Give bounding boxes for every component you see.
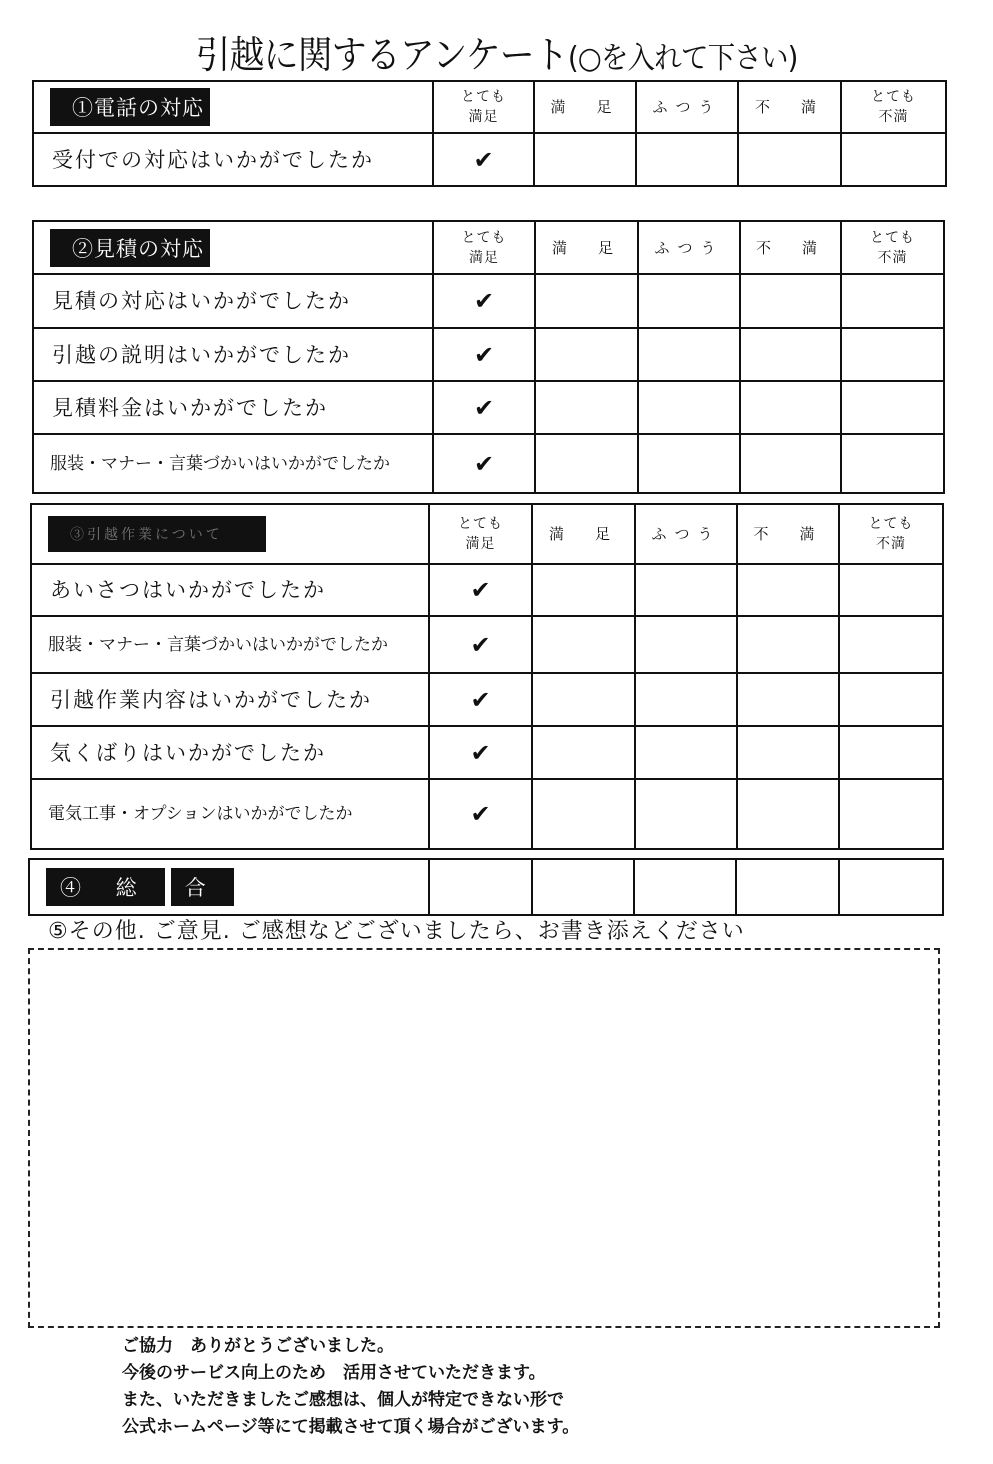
answer-cell-satisfied[interactable] xyxy=(535,274,638,328)
answer-cell-dissatisfied[interactable] xyxy=(740,328,841,381)
section-3-table xyxy=(30,503,944,850)
check-icon: ✔ xyxy=(473,145,494,174)
answer-cell-very-dissatisfied[interactable] xyxy=(841,381,944,434)
answer-cell-very-dissatisfied[interactable] xyxy=(841,434,944,493)
question-row xyxy=(31,779,943,849)
answer-cell-very-satisfied[interactable] xyxy=(429,616,532,673)
col-dissatisfied: 不 満 xyxy=(740,221,841,274)
answer-cell-very-satisfied[interactable] xyxy=(429,673,532,726)
answer-cell-neutral[interactable] xyxy=(638,434,740,493)
col-neutral: ふつう xyxy=(638,221,740,274)
answer-cell-dissatisfied[interactable] xyxy=(737,779,839,849)
col-dissatisfied: 不 満 xyxy=(738,81,841,133)
answer-cell-satisfied[interactable] xyxy=(532,859,634,915)
footer-line: ご協力 ありがとうございました。 xyxy=(122,1336,394,1356)
overall-row xyxy=(29,859,943,915)
answer-cell-dissatisfied[interactable] xyxy=(737,616,839,673)
col-very-dissatisfied: とても 不満 xyxy=(839,504,943,564)
question-text: 引越の説明はいかがでしたか xyxy=(33,328,433,381)
footer-line: また、いただきましたご感想は、個人が特定できない形で xyxy=(122,1390,564,1410)
answer-cell-dissatisfied[interactable] xyxy=(736,859,839,915)
question-row xyxy=(31,726,943,779)
section-label: ②見積の対応 xyxy=(50,229,210,267)
answer-cell-neutral[interactable] xyxy=(638,381,740,434)
page-title xyxy=(40,24,954,79)
section-header xyxy=(33,81,433,133)
question-text: 服装・マナー・言葉づかいはいかがでしたか xyxy=(33,434,433,493)
answer-cell-very-satisfied[interactable] xyxy=(429,859,532,915)
answer-cell-satisfied[interactable] xyxy=(532,616,635,673)
answer-cell-neutral[interactable] xyxy=(635,779,737,849)
answer-cell-very-dissatisfied[interactable] xyxy=(839,564,943,616)
col-very-satisfied: とても 満足 xyxy=(433,221,535,274)
answer-cell-dissatisfied[interactable] xyxy=(740,274,841,328)
check-icon: ✔ xyxy=(473,340,495,369)
answer-cell-dissatisfied[interactable] xyxy=(737,564,839,616)
section-header xyxy=(29,859,429,915)
section-1-table xyxy=(32,80,947,187)
answer-cell-satisfied[interactable] xyxy=(534,133,636,186)
answer-cell-dissatisfied[interactable] xyxy=(737,726,839,779)
section-2-table xyxy=(32,220,945,494)
col-neutral: ふつう xyxy=(636,81,738,133)
answer-cell-satisfied[interactable] xyxy=(532,779,635,849)
answer-cell-dissatisfied[interactable] xyxy=(740,381,841,434)
header-row xyxy=(31,504,943,564)
answer-cell-satisfied[interactable] xyxy=(535,381,638,434)
answer-cell-neutral[interactable] xyxy=(635,726,737,779)
question-text: 見積料金はいかがでしたか xyxy=(33,381,433,434)
answer-cell-very-satisfied[interactable] xyxy=(433,381,535,434)
answer-cell-very-dissatisfied[interactable] xyxy=(839,779,943,849)
question-row xyxy=(31,564,943,616)
section-label-redacted: ③引越作業について xyxy=(48,516,266,552)
answer-cell-neutral[interactable] xyxy=(638,328,740,381)
header-row xyxy=(33,81,946,133)
header-row xyxy=(33,221,944,274)
comment-textarea[interactable] xyxy=(28,948,940,1328)
answer-cell-very-dissatisfied[interactable] xyxy=(839,726,943,779)
question-row xyxy=(31,616,943,673)
col-satisfied: 満 足 xyxy=(535,221,638,274)
section-label-overall: ④ 総 合 xyxy=(46,868,234,906)
check-icon: ✔ xyxy=(470,576,491,604)
answer-cell-satisfied[interactable] xyxy=(532,564,635,616)
answer-cell-satisfied[interactable] xyxy=(532,673,635,726)
question-row xyxy=(33,434,944,493)
col-neutral: ふつう xyxy=(635,504,737,564)
col-very-satisfied: とても 満足 xyxy=(429,504,532,564)
question-row xyxy=(33,274,944,328)
col-very-satisfied: とても 満足 xyxy=(433,81,534,133)
check-icon: ✔ xyxy=(470,630,491,659)
check-icon: ✔ xyxy=(470,800,491,828)
answer-cell-satisfied[interactable] xyxy=(535,328,638,381)
answer-cell-very-dissatisfied[interactable] xyxy=(839,859,943,915)
title-main: 引越に関するアンケート xyxy=(195,33,568,77)
col-satisfied: 満 足 xyxy=(532,504,635,564)
check-icon: ✔ xyxy=(470,685,491,714)
answer-cell-dissatisfied[interactable] xyxy=(737,673,839,726)
answer-cell-very-dissatisfied[interactable] xyxy=(841,133,946,186)
question-text: あいさつはいかがでしたか xyxy=(31,564,429,616)
footer-line: 公式ホームページ等にて掲載させて頂く場合がございます。 xyxy=(122,1417,580,1437)
col-very-dissatisfied: とても 不満 xyxy=(841,221,944,274)
col-satisfied: 満 足 xyxy=(534,81,636,133)
footer-notice xyxy=(122,1333,579,1441)
answer-cell-very-satisfied[interactable] xyxy=(429,726,532,779)
footer-line: 今後のサービス向上のため 活用させていただきます。 xyxy=(122,1363,546,1383)
question-text: 引越作業内容はいかがでしたか xyxy=(31,673,429,726)
answer-cell-very-satisfied[interactable] xyxy=(433,133,534,186)
answer-cell-very-satisfied[interactable] xyxy=(433,274,535,328)
col-dissatisfied: 不 満 xyxy=(737,504,839,564)
question-text: 服装・マナー・言葉づかいはいかがでしたか xyxy=(31,616,429,673)
answer-cell-neutral[interactable] xyxy=(635,616,737,673)
answer-cell-neutral[interactable] xyxy=(638,274,740,328)
check-icon: ✔ xyxy=(470,738,491,767)
answer-cell-neutral[interactable] xyxy=(636,133,738,186)
question-text: 気くばりはいかがでしたか xyxy=(31,726,429,779)
answer-cell-dissatisfied[interactable] xyxy=(738,133,841,186)
answer-cell-very-satisfied[interactable] xyxy=(433,328,535,381)
question-row xyxy=(33,381,944,434)
answer-cell-neutral[interactable] xyxy=(635,564,737,616)
answer-cell-neutral[interactable] xyxy=(634,859,736,915)
check-icon: ✔ xyxy=(473,449,495,478)
answer-cell-very-satisfied[interactable] xyxy=(429,779,532,849)
answer-cell-very-dissatisfied[interactable] xyxy=(841,328,944,381)
title-instruction: (○を入れて下さい) xyxy=(567,41,798,76)
question-text: 見積の対応はいかがでしたか xyxy=(33,274,433,328)
answer-cell-very-satisfied[interactable] xyxy=(429,564,532,616)
answer-cell-satisfied[interactable] xyxy=(532,726,635,779)
question-text: 受付での対応はいかがでしたか xyxy=(33,133,433,186)
answer-cell-very-satisfied[interactable] xyxy=(433,434,535,493)
check-icon: ✔ xyxy=(473,287,495,315)
section-label: ①電話の対応 xyxy=(50,88,210,126)
answer-cell-very-dissatisfied[interactable] xyxy=(841,274,944,328)
section-header xyxy=(33,221,433,274)
question-text: 電気工事・オプションはいかがでしたか xyxy=(31,779,429,849)
answer-cell-dissatisfied[interactable] xyxy=(740,434,841,493)
question-row xyxy=(33,133,946,186)
check-icon: ✔ xyxy=(473,393,495,422)
answer-cell-satisfied[interactable] xyxy=(535,434,638,493)
comment-label: ⑤その他. ご意見. ご感想などございましたら、お書き添えください xyxy=(48,919,745,944)
question-row xyxy=(33,328,944,381)
answer-cell-neutral[interactable] xyxy=(635,673,737,726)
section-4-table xyxy=(28,858,944,916)
section-header xyxy=(31,504,429,564)
answer-cell-very-dissatisfied[interactable] xyxy=(839,616,943,673)
answer-cell-very-dissatisfied[interactable] xyxy=(839,673,943,726)
question-row xyxy=(31,673,943,726)
col-very-dissatisfied: とても 不満 xyxy=(841,81,946,133)
